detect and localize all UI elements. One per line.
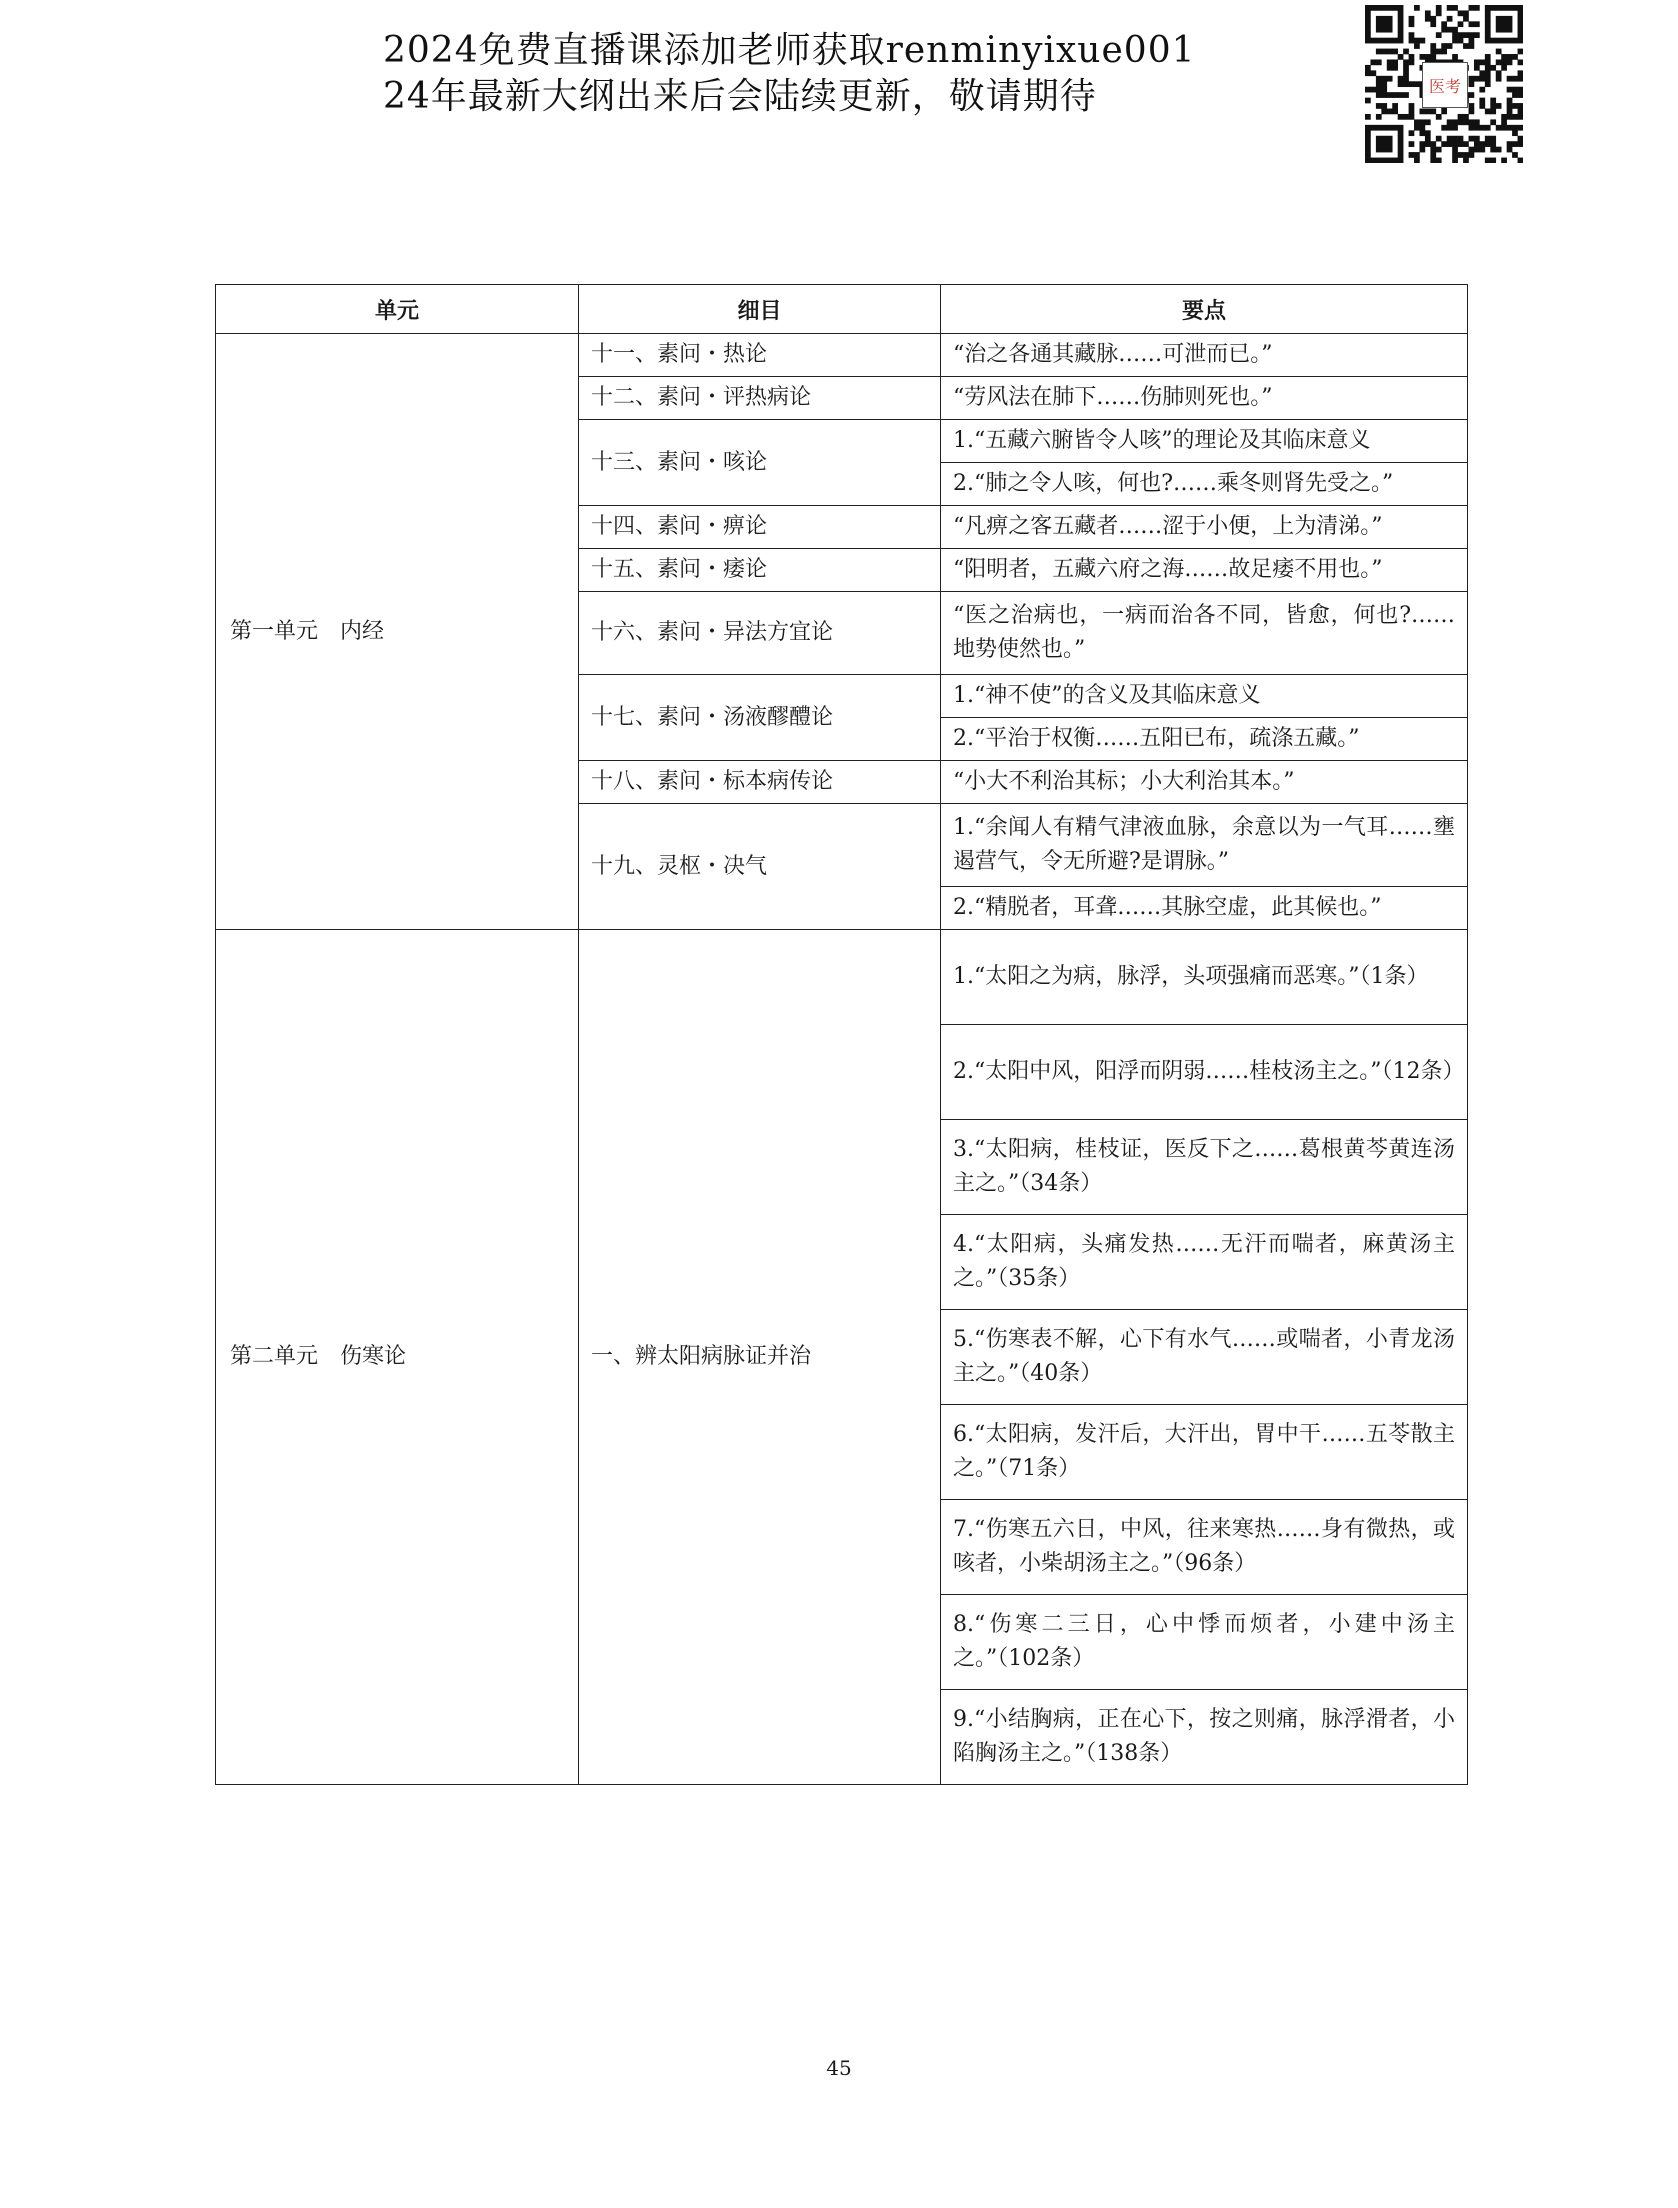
item-cell: 十一、素问・热论 [579, 334, 941, 377]
point-cell: 8.“伤寒二三日，心中悸而烦者，小建中汤主之。”（102条） [941, 1595, 1468, 1690]
table-row [216, 930, 1468, 1025]
point-cell: 2.“精脱者，耳聋……其脉空虚，此其候也。” [941, 887, 1468, 930]
point-cell: 6.“太阳病，发汗后，大汗出，胃中干……五苓散主之。”（71条） [941, 1405, 1468, 1500]
point-cell: 2.“平治于权衡……五阳已布，疏涤五藏。” [941, 718, 1468, 761]
point-cell: “劳风法在肺下……伤肺则死也。” [941, 377, 1468, 420]
point-cell: 5.“伤寒表不解，心下有水气……或喘者，小青龙汤主之。”（40条） [941, 1310, 1468, 1405]
promo-line-2: 24年最新大纲出来后会陆续更新，敬请期待 [383, 76, 1097, 117]
point-cell: 1.“太阳之为病，脉浮，头项强痛而恶寒。”（1条） [941, 930, 1468, 1025]
header-point: 要点 [941, 285, 1468, 334]
point-cell: 2.“太阳中风，阳浮而阴弱……桂枝汤主之。”（12条） [941, 1025, 1468, 1120]
point-cell: “凡痹之客五藏者……涩于小便，上为清涕。” [941, 506, 1468, 549]
table-header-row [216, 285, 1468, 334]
item-cell: 十九、灵枢・决气 [579, 804, 941, 930]
point-cell: “小大不利治其标；小大利治其本。” [941, 761, 1468, 804]
point-cell: 2.“肺之令人咳，何也?……乘冬则肾先受之。” [941, 463, 1468, 506]
qr-code-icon [1365, 5, 1523, 163]
point-cell: 1.“余闻人有精气津液血脉，余意以为一气耳……壅遏营气，令无所避?是谓脉。” [941, 804, 1468, 887]
unit-cell: 第一单元 内经 [216, 334, 579, 930]
promo-banner [383, 28, 1196, 120]
promo-line-1: 2024免费直播课添加老师获取renminyixue001 [383, 30, 1196, 71]
item-cell: 十七、素问・汤液醪醴论 [579, 675, 941, 761]
point-cell: “阳明者，五藏六府之海……故足痿不用也。” [941, 549, 1468, 592]
item-cell: 十二、素问・评热病论 [579, 377, 941, 420]
item-cell: 十四、素问・痹论 [579, 506, 941, 549]
table-body [216, 334, 1468, 1785]
page-number: 45 [826, 2056, 852, 2080]
point-cell: 1.“神不使”的含义及其临床意义 [941, 675, 1468, 718]
point-cell: 9.“小结胸病，正在心下，按之则痛，脉浮滑者，小陷胸汤主之。”（138条） [941, 1690, 1468, 1785]
item-cell: 十五、素问・痿论 [579, 549, 941, 592]
item-cell: 一、辨太阳病脉证并治 [579, 930, 941, 1785]
qr-badge: 医考 [1422, 62, 1468, 108]
point-cell: 4.“太阳病，头痛发热……无汗而喘者，麻黄汤主之。”（35条） [941, 1215, 1468, 1310]
syllabus-table [215, 284, 1468, 1785]
item-cell: 十八、素问・标本病传论 [579, 761, 941, 804]
point-cell: “治之各通其藏脉……可泄而已。” [941, 334, 1468, 377]
item-cell: 十三、素问・咳论 [579, 420, 941, 506]
point-cell: 3.“太阳病，桂枝证，医反下之……葛根黄芩黄连汤主之。”（34条） [941, 1120, 1468, 1215]
unit-cell: 第二单元 伤寒论 [216, 930, 579, 1785]
point-cell: 1.“五藏六腑皆令人咳”的理论及其临床意义 [941, 420, 1468, 463]
item-cell: 十六、素问・异法方宜论 [579, 592, 941, 675]
point-cell: 7.“伤寒五六日，中风，往来寒热……身有微热，或咳者，小柴胡汤主之。”（96条） [941, 1500, 1468, 1595]
header-unit: 单元 [216, 285, 579, 334]
point-cell: “医之治病也，一病而治各不同，皆愈，何也?……地势使然也。” [941, 592, 1468, 675]
table-row [216, 334, 1468, 377]
header-item: 细目 [579, 285, 941, 334]
